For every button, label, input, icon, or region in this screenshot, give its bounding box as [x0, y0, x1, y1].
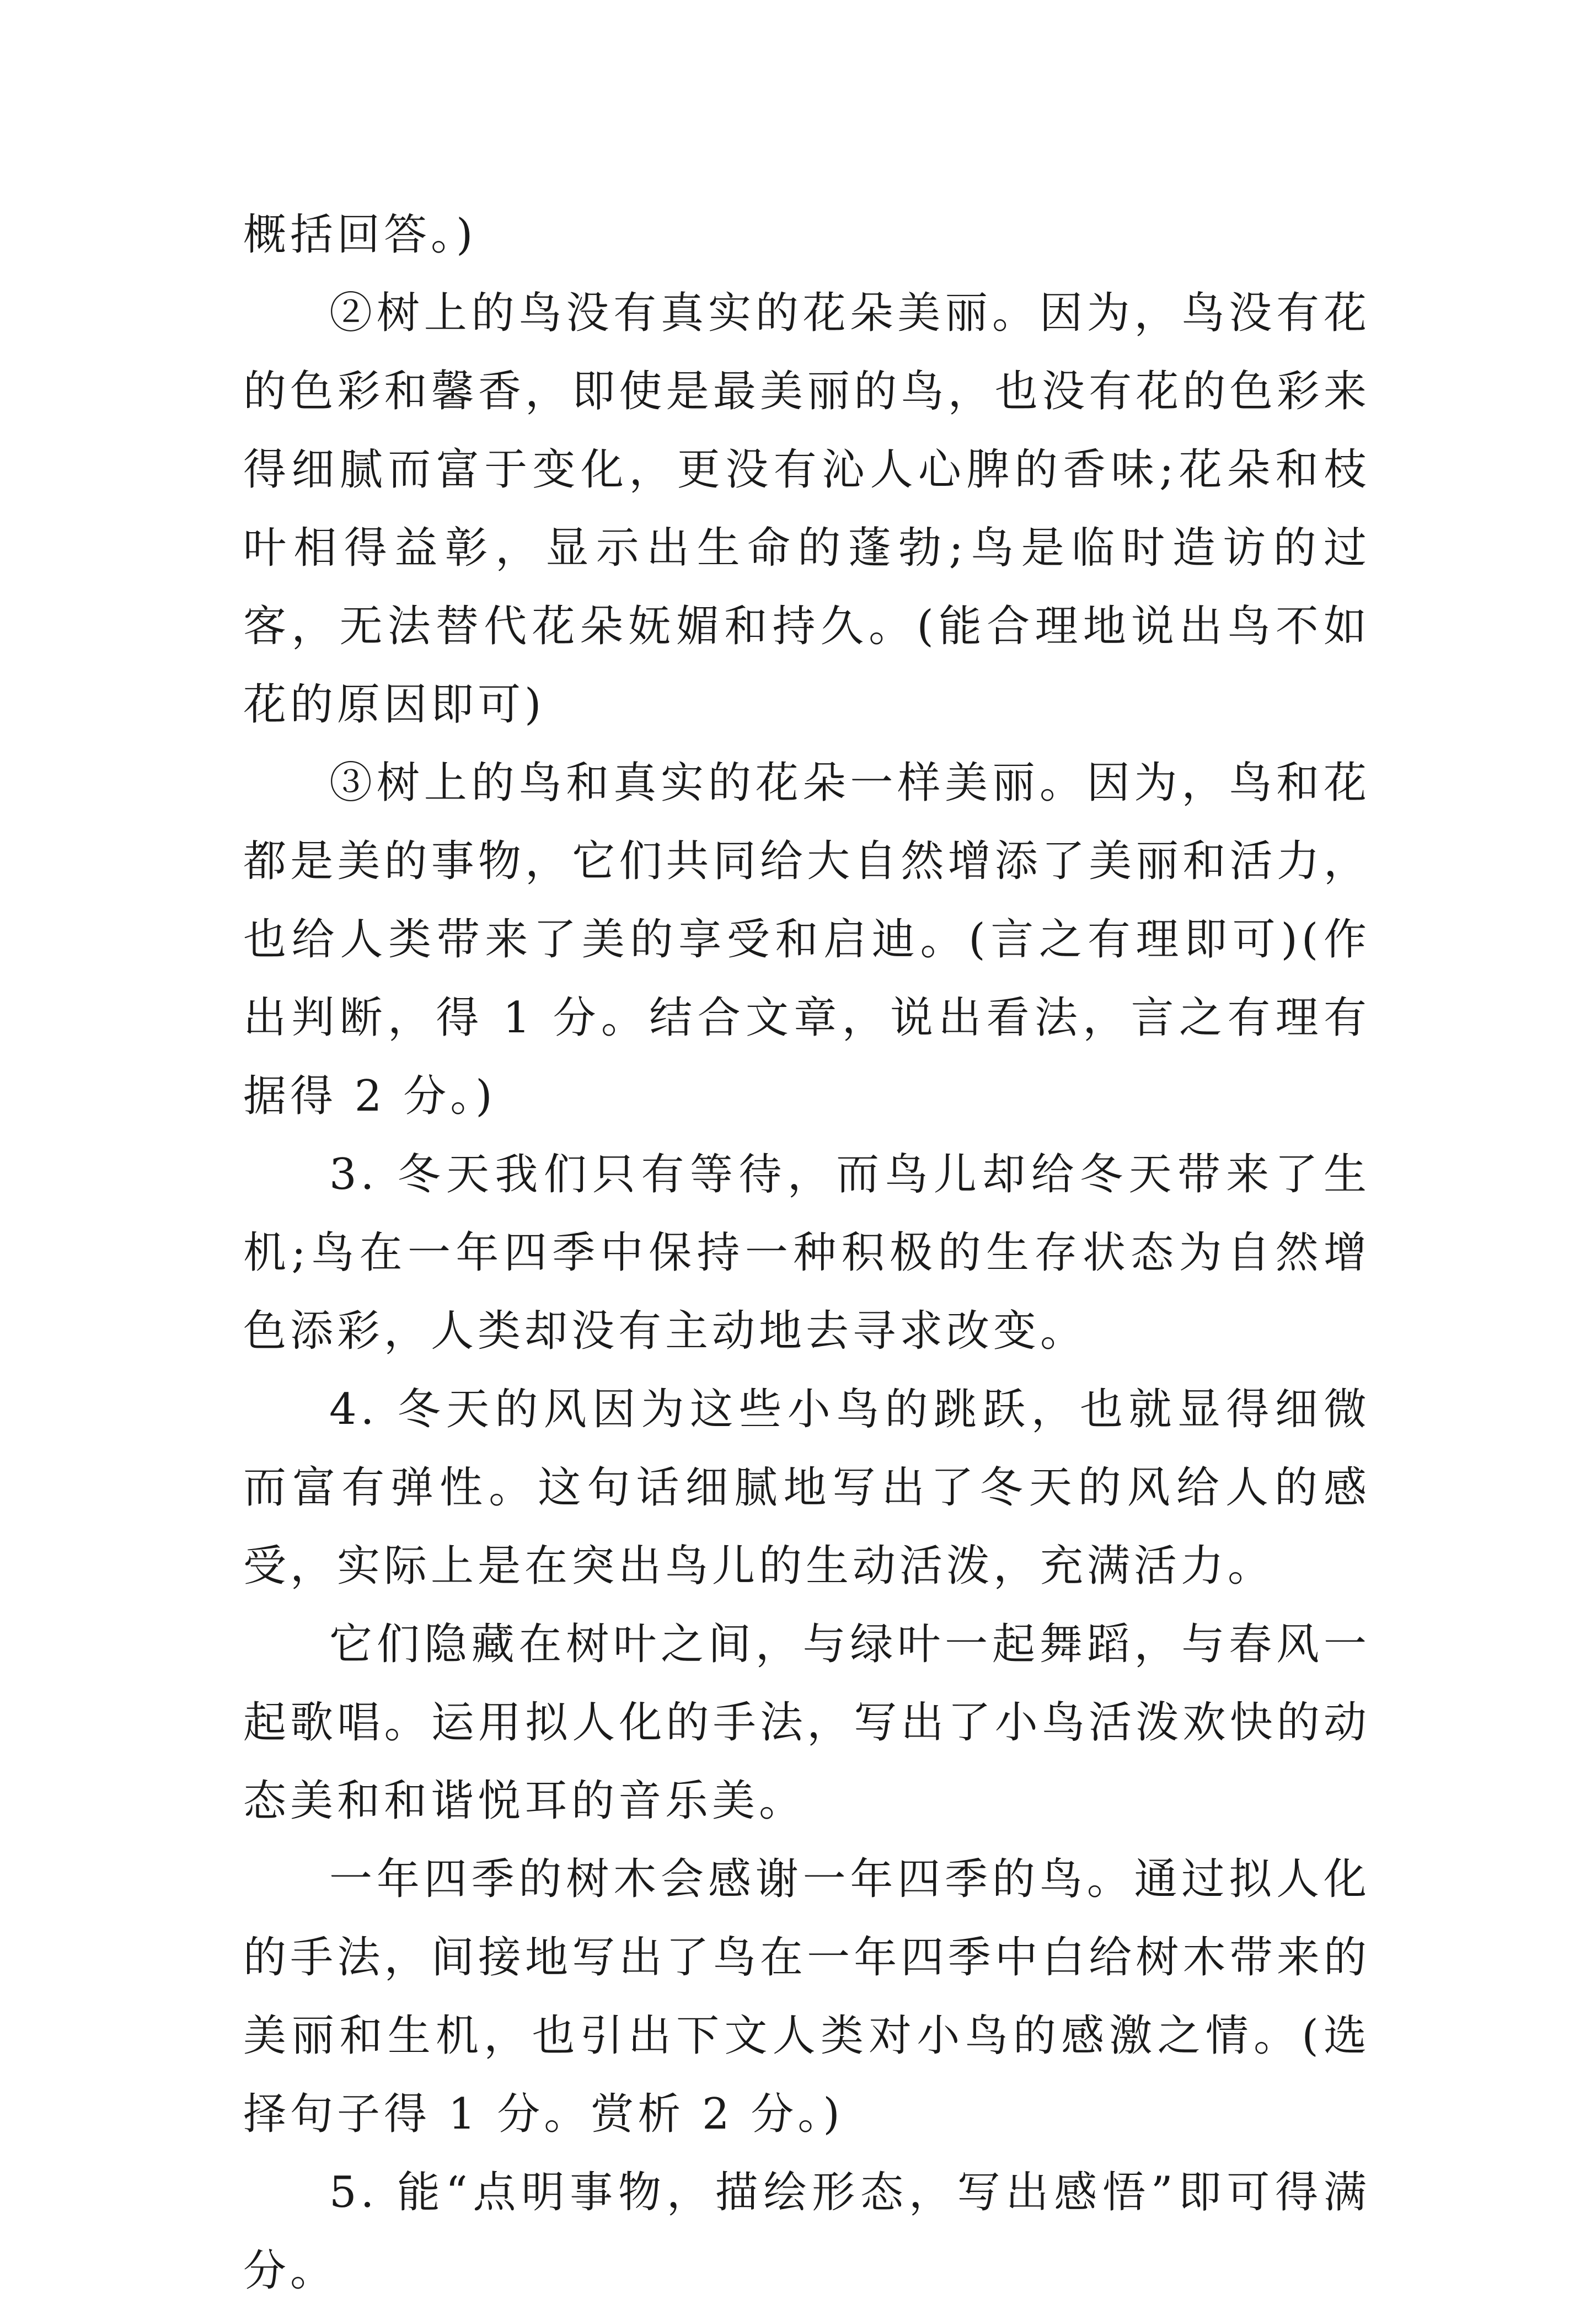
- document-body: [243, 196, 1370, 2310]
- paragraph-1: 概括回答。): [243, 210, 477, 260]
- paragraph-4: 3. 冬天我们只有等待，而鸟儿却给冬天带来了生机;鸟在一年四季中保持一种积极的生存状态为自然增色添彩，人类却没有主动地去寻求改变。: [243, 1150, 1370, 1356]
- paragraph-5: 4. 冬天的风因为这些小鸟的跳跃，也就显得细微而富有弹性。这句话细腻地写出了冬天的风给人的感受，实际上是在突出鸟儿的生动活泼，充满活力。: [243, 1385, 1370, 1591]
- paragraph-7: 一年四季的树木会感谢一年四季的鸟。通过拟人化的手法，间接地写出了鸟在一年四季中白给树木带来的美丽和生机，也引出下文人类对小鸟的感激之情。(选择句子得 1 分。赏析 2 分。): [243, 1855, 1370, 2139]
- paragraph-6: 它们隐藏在树叶之间，与绿叶一起舞蹈，与春风一起歌唱。运用拟人化的手法，写出了小鸟活泼欢快的动态美和和谐悦耳的音乐美。: [243, 1620, 1370, 1826]
- paragraph-2: ②树上的鸟没有真实的花朵美丽。因为，鸟没有花的色彩和馨香，即使是最美丽的鸟，也没有花的色彩来得细腻而富于变化，更没有沁人心脾的香味;花朵和枝叶相得益彰，显示出生命的蓬勃;鸟是临时造访的过客，无法替代花朵妩媚和持久。(能合理地说出鸟不如花的原因即可): [243, 288, 1370, 730]
- paragraph-8: 5. 能“点明事物，描绘形态，写出感悟”即可得满分。: [243, 2168, 1370, 2296]
- paragraph-3: ③树上的鸟和真实的花朵一样美丽。因为，鸟和花都是美的事物，它们共同给大自然增添了美丽和活力，也给人类带来了美的享受和启迪。(言之有理即可)(作出判断，得 1 分。结合文章，说出看法，言之有理有据得 2 分。): [243, 758, 1370, 1121]
